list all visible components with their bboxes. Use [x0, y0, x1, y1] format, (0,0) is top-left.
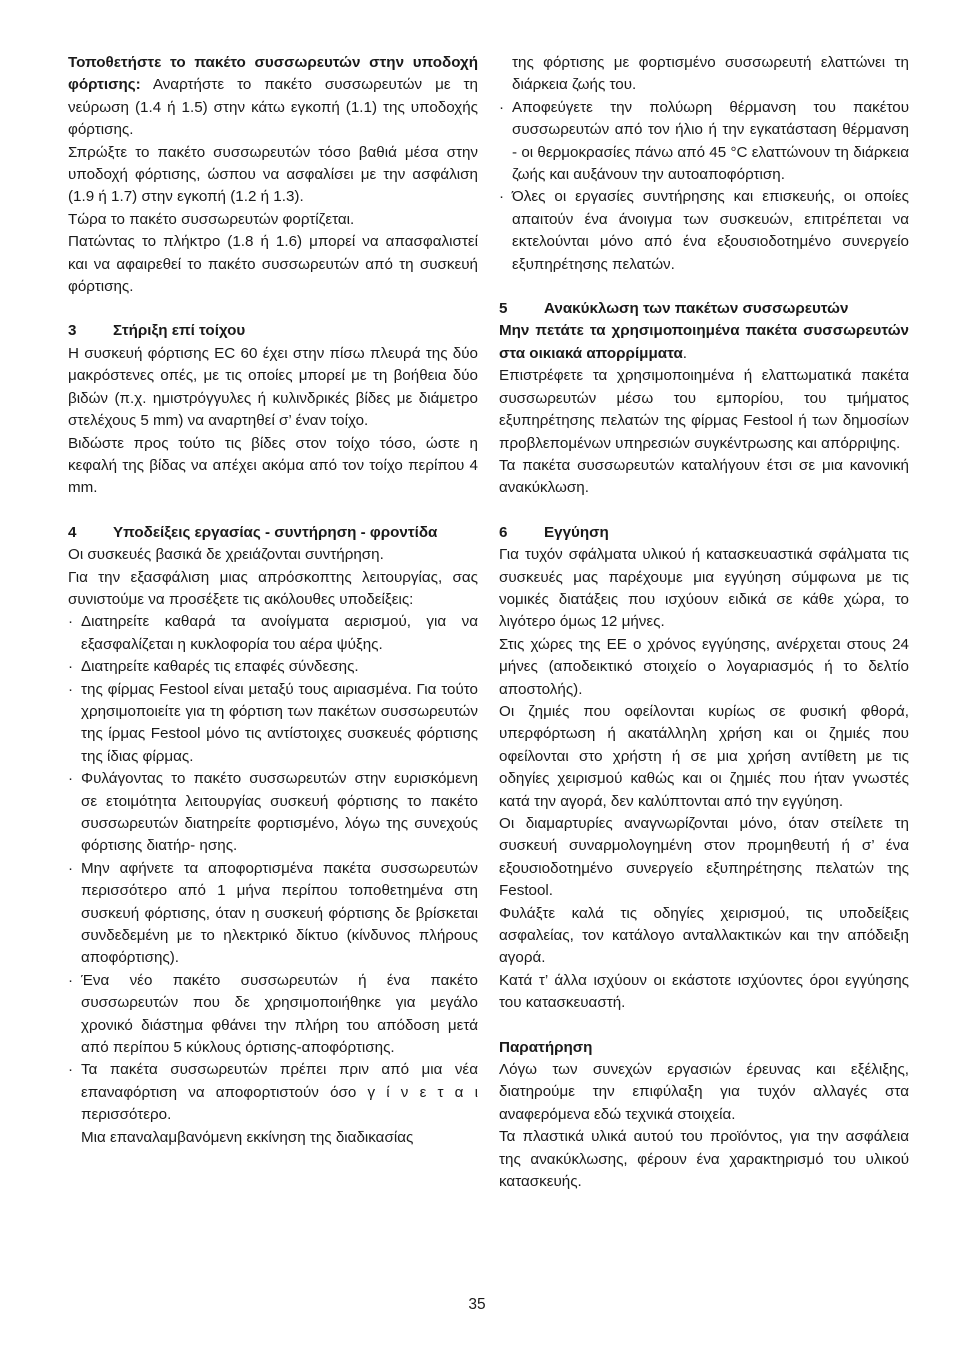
note-title: Παρατήρηση: [499, 1038, 593, 1056]
list-item: · Διατηρείτε καθαρά τα ανοίγματα αερισμού, για να εξασφαλίζεται η κυκλοφορία του αέρα ψύξης.: [68, 611, 478, 656]
section-3-heading: [68, 320, 478, 342]
section-5-number: 5: [499, 300, 508, 318]
note-paragraph-2: Τα πλαστικά υλικά αυτού του προϊόντος, για την ασφάλεια της ανακύκλωσης, φέρουν ένα χαρακτηρισμό του υλικού κατασκευής.: [499, 1128, 909, 1191]
push-paragraph: Σπρώξτε το πακέτο συσσωρευτών τόσο βαθιά μέσα στην υποδοχή φόρτισης, ώσπου να ασφαλίσει με την ασφάλιση (1.9 ή 1.7) στην εγκοπή (1.2 ή 1.3).: [68, 143, 478, 206]
disposal-warning: [499, 320, 909, 365]
list-item: · Φυλάγοντας το πακέτο συσσωρευτών στην ευρισκόμενη σε ετοιμότητα λειτουργίας συσκευή φόρτισης το πακέτο συσσωρευτών διατηρείτε φορτισμένο, λόγω της συνεχούς φόρτισης διατήρ- ησης.: [68, 768, 478, 858]
page-number: 35: [468, 1296, 486, 1313]
section-6-title: Εγγύηση: [544, 523, 609, 541]
section-5-paragraph-2: Τα πακέτα συσσωρευτών καταλήγουν έτσι σε μια κανονική ανακύκλωση.: [499, 456, 909, 497]
section-3-title: Στήριξη επί τοίχου: [113, 322, 246, 340]
disposal-warning-bold: Μην πετάτε τα χρησιμοποιημένα πακέτα συσσωρευτών στα οικιακά απορρίμματα: [499, 322, 909, 362]
note-paragraph-1: Λόγω των συνεχών εργασιών έρευνας και εξέλιξης, διατηρούμε την επιφύλαξη για τυχόν αλλαγές στα αναφερόμενα εδώ τεχνικά στοιχεία.: [499, 1061, 909, 1123]
list-item: · Τα πακέτα συσσωρευτών πρέπει πριν από μια νέα επαναφόρτιση να αποφορτιστούν όσο γ ί ν ε τ α ι περισσότερο.: [68, 1059, 478, 1126]
section-3-paragraph-2: Βιδώστε προς τούτο τις βίδες στον τοίχο τόσο, ώστε η κεφαλή της βίδας να απέχει ακόμα από τον τοίχο περίπου 4 mm.: [68, 434, 478, 497]
list-item: · της φίρμας Festool είναι μεταξύ τους αιριασμένα. Για τούτο χρησιμοποιείτε για τη φόρτιση των πακέτων συσσωρευτών της ίρμας Festool μόνο τις αντίστοιχες συσκευές φόρτισης της ίδιας φίρμας.: [68, 679, 478, 769]
list-item: · Αποφεύγετε την πολύωρη θέρμανση του πακέτου συσσωρευτών από τον ήλιο ή την εγκατάσταση θέρμανση - οι θερμοκρασίες πάνω από 45 °C ελαττώνουν τη διάρκεια ζωής και αυξάνουν την αυτοαποφόρτιση.: [499, 97, 909, 187]
list-item: · Όλες οι εργασίες συντήρησης και επισκευής, οι οποίες απαιτούν ένα άνοιγμα των συσκευών, επιτρέπεται να εκτελούνται μόνο από ένα εξουσιοδοτημένο συνεργείο εξυπηρέτησης πελατών.: [499, 186, 909, 276]
section-6-paragraph-4: Οι διαμαρτυρίες αναγνωρίζονται μόνο, όταν στείλετε τη συσκευή συναρμολογημένη στον προμηθευτή ή σ’ ένα εξουσιοδοτημένο συνεργείο εξυπηρέτησης πελατών της Festool.: [499, 815, 909, 900]
list-item: · Μην αφήνετε τα αποφορτισμένα πακέτα συσσωρευτών περισσότερο από 1 μήνα περίπου τοποθετημένα στη συσκευή φόρτισης, όταν η συσκευή φόρτισης δε βρίσκεται συνδεδεμένη με το ηλεκτρικό δίκτυο (κίνδυνος πλήρους αποφόρτισης).: [68, 858, 478, 970]
section-5-title: Ανακύκλωση των πακέτων συσσωρευτών: [544, 300, 849, 318]
right-column: [499, 52, 909, 1194]
section-4-paragraph-1: Οι συσκευές βασικά δε χρειάζονται συντήρηση.: [68, 546, 384, 564]
maintenance-list: [68, 611, 478, 1126]
section-6-paragraph-6: Κατά τ’ άλλα ισχύουν οι εκάστοτε ισχύοντες όροι εγγύησης του κατασκευαστή.: [499, 971, 909, 1012]
list-item: · Ένα νέο πακέτο συσσωρευτών ή ένα πακέτο συσσωρευτών που δε χρησιμοποιήθηκε για μεγάλο χρονικό διάστημα φθάνει την πλήρη του απόδοση μετά από περίπου 5 κύκλους όρτισης-αποφόρτισης.: [68, 970, 478, 1060]
maintenance-list-continued: [499, 97, 909, 276]
charging-paragraph: Τώρα το πακέτο συσσωρευτών φορτίζεται.: [68, 210, 355, 228]
section-3-number: 3: [68, 322, 77, 340]
left-column: [68, 52, 478, 1149]
insert-text: Αναρτήστε το πακέτο συσσωρευτών με τη νεύρωση (1.4 ή 1.5) στην κάτω εγκοπή (1.1) της υποδοχής φόρτισης.: [68, 76, 478, 139]
section-4-title: Υποδείξεις εργασίας - συντήρηση - φροντίδα: [113, 523, 438, 541]
section-4-number: 4: [68, 523, 77, 541]
insert-heading: Τοποθετήστε το πακέτο συσσωρευτών στην υποδοχή φόρτισης:: [68, 54, 478, 94]
section-4-heading: [68, 522, 478, 544]
continued-text: της φόρτισης με φορτισμένο συσσωρευτή ελαττώνει τη διάρκεια ζωής του.: [512, 54, 909, 94]
section-5-heading: [499, 298, 909, 320]
continuation-text: Μια επαναλαμβανόμενη εκκίνηση της διαδικασίας: [81, 1128, 414, 1146]
insert-instructions: [68, 52, 478, 142]
list-item: · Διατηρείτε καθαρές τις επαφές σύνδεσης.: [68, 656, 478, 678]
section-4-paragraph-2: Για την εξασφάλιση μιας απρόσκοπτης λειτουργίας, σας συνιστούμε να προσέξετε τις ακόλουθες υποδείξεις:: [68, 568, 478, 608]
section-6-paragraph-3: Οι ζημιές που οφείλονται κυρίως σε φυσική φθορά, υπερφόρτωση ή ακατάλληλη χρήση και οι ζημιές που οφείλονται στο χρήστη ή σε μια χρήση αντίθετη με τις οδηγίες χειρισμού καθώς και οι ζημιές που ήταν γνωστές κατά την αγορά, δεν καλύπτονται από την εγγύηση.: [499, 702, 909, 810]
section-6-paragraph-2: Στις χώρες της ΕΕ ο χρόνος εγγύησης, ανέρχεται στους 24 μήνες (αποδεικτικό στοιχείο ο λογαριασμός ή το δελτίο αποστολής).: [499, 635, 909, 698]
release-paragraph: Πατώντας το πλήκτρο (1.8 ή 1.6) μπορεί να απασφαλιστεί και να αφαιρεθεί το πακέτο συσσωρευτών από τη συσκευή φόρτισης.: [68, 233, 478, 296]
section-6-paragraph-5: Φυλάξτε καλά τις οδηγίες χειρισμού, τις υποδείξεις ασφαλείας, τον κατάλογο ανταλλακτικών και την απόδειξη αγορά.: [499, 904, 909, 967]
section-6-heading: [499, 522, 909, 544]
section-6-paragraph-1: Για τυχόν σφάλματα υλικού ή κατασκευαστικά σφάλματα τις συσκευές μας παρέχουμε μια εγγύηση σύμφωνα με τις νομικές διατάξεις που ισχύουν ειδικά σε κάθε χώρα, το λιγότερο όμως 12 μήνες.: [499, 546, 909, 631]
disposal-warning-end: .: [682, 344, 688, 362]
section-3-paragraph-1: Η συσκευή φόρτισης EC 60 έχει στην πίσω πλευρά της δύο μακρόστενες οπές, με τις οποίες μπορεί με τη βοήθεια δύο βιδών (π.χ. ημιστρόγγυλες ή κυλινδρικές βίδες με διάμετρο στελέχους 5 mm) να αναρτηθεί σ’ έναν τοίχο.: [68, 344, 478, 430]
section-5-paragraph-1: Επιστρέφετε τα χρησιμοποιημένα ή ελαττωματικά πακέτα συσσωρευτών μέσω του εμπορίου, του τμήματος εξυπηρέτησης πελατών της φίρμας Festool ή των δημοσίων προβλεπομένων υπηρεσιών συγκέντρωσης και απόρριψης.: [499, 367, 909, 452]
section-6-number: 6: [499, 523, 508, 541]
